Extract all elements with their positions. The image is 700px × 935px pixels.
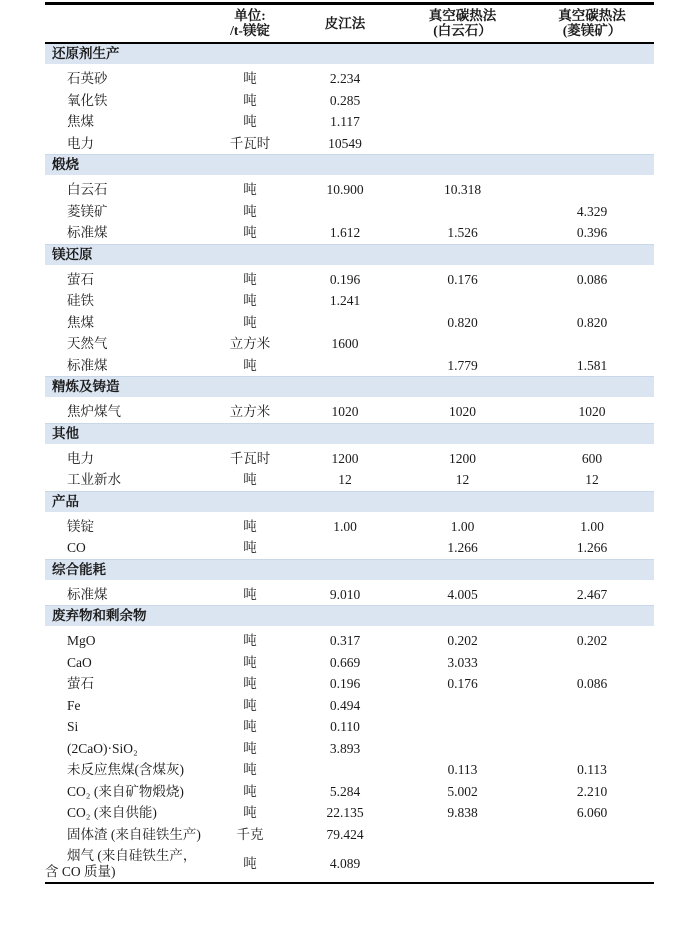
- section-header-row: [45, 559, 654, 580]
- row-label: Fe: [67, 697, 81, 713]
- value-vacuum-magnesite: [530, 90, 654, 112]
- value-vacuum-magnesite: 1020: [578, 404, 606, 419]
- table-row: [45, 824, 654, 846]
- value-pidgeon: 0.494: [329, 697, 361, 713]
- value-vacuum-magnesite: 12: [585, 472, 599, 487]
- value-vacuum-dolomite: 9.838: [447, 805, 478, 820]
- value-vacuum-magnesite: [530, 290, 654, 312]
- row-label: CO: [67, 540, 86, 555]
- row-unit: 吨: [243, 586, 257, 602]
- row-unit: 立方米: [229, 336, 271, 351]
- row-unit: 吨: [243, 225, 257, 240]
- value-pidgeon: [295, 759, 395, 781]
- row-label: 硅铁: [67, 293, 94, 308]
- value-vacuum-dolomite: 0.820: [447, 314, 478, 330]
- header-row: [45, 4, 654, 44]
- section-header-row: [45, 244, 654, 265]
- header-method-vacuum-dolomite-line2: (白云石）: [433, 23, 492, 38]
- row-label: 标准煤: [67, 586, 108, 602]
- value-pidgeon: [295, 537, 395, 559]
- section-title: 产品: [45, 491, 654, 512]
- section-title: 综合能耗: [45, 559, 654, 580]
- value-pidgeon: 4.089: [329, 855, 361, 871]
- value-vacuum-dolomite: [395, 845, 530, 883]
- value-pidgeon: 0.196: [329, 676, 361, 691]
- table-body: [45, 43, 654, 883]
- table-row: [45, 802, 654, 824]
- value-vacuum-dolomite: 1200: [449, 450, 476, 466]
- value-vacuum-dolomite: [395, 716, 530, 738]
- header-method-vacuum-magnesite-line2: (菱镁矿）: [562, 23, 622, 38]
- value-pidgeon: 0.669: [329, 654, 361, 670]
- section-header-row: [45, 606, 654, 627]
- table-row: [45, 111, 654, 133]
- value-vacuum-dolomite: 1.266: [447, 540, 478, 555]
- row-label: CaO: [67, 654, 92, 670]
- row-unit: 千瓦时: [229, 135, 271, 151]
- value-pidgeon: 0.196: [329, 271, 361, 287]
- row-unit: 吨: [243, 271, 257, 287]
- row-label: 焦炉煤气: [67, 404, 121, 419]
- value-pidgeon: 22.135: [326, 805, 364, 820]
- table-row: [45, 695, 654, 717]
- row-label: 固体渣 (来自硅铁生产): [67, 826, 201, 842]
- value-vacuum-magnesite: [530, 64, 654, 90]
- section-title: 其他: [45, 423, 654, 444]
- value-vacuum-dolomite: 3.033: [447, 654, 478, 670]
- value-vacuum-dolomite: [395, 201, 530, 223]
- section-header-row: [45, 423, 654, 444]
- row-label: CO₂ (来自供能): [67, 805, 157, 820]
- value-pidgeon: 9.010: [329, 586, 361, 602]
- value-vacuum-dolomite: 0.113: [447, 762, 478, 777]
- row-unit: 吨: [243, 762, 257, 777]
- row-label: 氧化铁: [67, 92, 108, 108]
- value-pidgeon: 2.234: [329, 71, 361, 86]
- table-row: [45, 133, 654, 155]
- section-title: 镁还原: [45, 244, 654, 265]
- value-vacuum-dolomite: 1.00: [450, 518, 475, 534]
- section-header-row: [45, 43, 654, 64]
- table-row: [45, 580, 654, 606]
- row-label: 未反应焦煤(含煤灰): [67, 762, 184, 777]
- row-unit: 吨: [243, 71, 257, 86]
- value-vacuum-magnesite: [530, 111, 654, 133]
- row-label: 镁锭: [67, 518, 94, 534]
- value-vacuum-magnesite: 0.202: [576, 633, 608, 648]
- value-vacuum-dolomite: 1.779: [447, 357, 478, 373]
- value-vacuum-dolomite: 0.202: [447, 633, 478, 648]
- row-unit: 吨: [243, 314, 257, 330]
- header-method-vacuum-magnesite: [530, 4, 654, 44]
- row-unit: 吨: [243, 540, 257, 555]
- header-method-pidgeon: 皮江法: [295, 4, 395, 44]
- row-unit: 吨: [243, 855, 257, 871]
- table-row: [45, 444, 654, 470]
- table-row: [45, 312, 654, 334]
- value-vacuum-dolomite: [395, 333, 530, 355]
- value-pidgeon: [295, 312, 395, 334]
- header-method-vacuum-dolomite: [395, 4, 530, 44]
- value-vacuum-magnesite: 0.396: [576, 225, 608, 240]
- table-row: [45, 333, 654, 355]
- value-vacuum-magnesite: [530, 133, 654, 155]
- section-header-row: [45, 155, 654, 176]
- value-pidgeon: 10549: [328, 135, 362, 151]
- value-pidgeon: 0.285: [329, 92, 361, 108]
- row-unit: 立方米: [229, 404, 271, 419]
- header-method-vacuum-dolomite-line1: 真空碳热法: [428, 8, 497, 23]
- value-vacuum-magnesite: 1.266: [576, 540, 608, 555]
- value-pidgeon: 1020: [331, 404, 359, 419]
- row-unit: 吨: [243, 633, 257, 648]
- value-pidgeon: 1600: [331, 336, 359, 351]
- value-vacuum-magnesite: 1.581: [576, 357, 608, 373]
- value-vacuum-magnesite: 4.329: [576, 203, 608, 219]
- table-row: [45, 626, 654, 652]
- row-unit: 吨: [243, 92, 257, 108]
- value-pidgeon: 1.241: [329, 293, 361, 308]
- value-vacuum-magnesite: [530, 695, 654, 717]
- value-pidgeon: 0.317: [329, 633, 361, 648]
- table-row: [45, 512, 654, 538]
- row-unit: 吨: [243, 697, 257, 713]
- table-row: [45, 537, 654, 559]
- row-unit: 吨: [243, 203, 257, 219]
- table-row: [45, 652, 654, 674]
- value-vacuum-dolomite: [395, 111, 530, 133]
- row-unit: 吨: [243, 740, 257, 756]
- row-label: 工业新水: [67, 472, 121, 487]
- row-unit: 吨: [243, 182, 257, 197]
- row-unit: 吨: [243, 293, 257, 308]
- row-unit: 千瓦时: [229, 450, 271, 466]
- row-label: 焦煤: [67, 114, 94, 129]
- section-title: 还原剂生产: [45, 43, 654, 64]
- value-vacuum-magnesite: 6.060: [576, 805, 608, 820]
- table-row: [45, 781, 654, 803]
- header-method-vacuum-magnesite-line1: 真空碳热法: [558, 8, 626, 23]
- table-row: [45, 759, 654, 781]
- value-vacuum-magnesite: [530, 716, 654, 738]
- section-title: 精炼及铸造: [45, 377, 654, 398]
- value-vacuum-magnesite: [530, 845, 654, 883]
- value-vacuum-dolomite: [395, 64, 530, 90]
- row-unit: 吨: [243, 518, 257, 534]
- value-vacuum-magnesite: 0.820: [576, 314, 608, 330]
- value-pidgeon: 79.424: [326, 826, 364, 842]
- value-vacuum-dolomite: 0.176: [447, 676, 478, 691]
- table-row: [45, 355, 654, 377]
- table-row: [45, 397, 654, 423]
- lca-inventory-table: [45, 2, 654, 884]
- table-row: [45, 673, 654, 695]
- value-vacuum-magnesite: 2.210: [576, 783, 608, 799]
- value-vacuum-magnesite: 1.00: [580, 518, 604, 534]
- value-pidgeon: 0.110: [330, 719, 360, 734]
- process-comparison-table: [45, 2, 654, 884]
- row-unit: 吨: [243, 472, 257, 487]
- row-label: 焦煤: [67, 314, 94, 330]
- row-unit: 吨: [243, 676, 257, 691]
- value-pidgeon: [295, 201, 395, 223]
- value-vacuum-magnesite: 0.086: [576, 676, 608, 691]
- row-unit: 吨: [243, 783, 257, 799]
- value-vacuum-dolomite: [395, 695, 530, 717]
- row-label: 萤石: [67, 676, 94, 691]
- table-row: [45, 265, 654, 291]
- table-row: [45, 290, 654, 312]
- value-vacuum-magnesite: 0.113: [577, 762, 607, 777]
- header-unit-line1: 单位:: [234, 8, 266, 23]
- value-vacuum-magnesite: [530, 824, 654, 846]
- table-row: [45, 716, 654, 738]
- table-row: [45, 201, 654, 223]
- value-vacuum-magnesite: 600: [581, 450, 603, 466]
- value-pidgeon: 1.612: [329, 225, 361, 240]
- row-unit: 吨: [243, 114, 257, 129]
- row-label: 电力: [67, 135, 94, 151]
- row-label: 菱镁矿: [67, 203, 108, 219]
- value-vacuum-magnesite: [530, 333, 654, 355]
- row-unit: 吨: [243, 805, 257, 820]
- row-unit: 吨: [243, 719, 257, 734]
- value-vacuum-magnesite: [530, 652, 654, 674]
- row-label: (2CaO)·SiO₂: [67, 740, 138, 756]
- table-row: [45, 845, 654, 883]
- row-label: 石英砂: [67, 71, 108, 86]
- row-label: MgO: [67, 633, 96, 648]
- value-vacuum-magnesite: [530, 175, 654, 201]
- table-row: [45, 469, 654, 491]
- value-vacuum-magnesite: 0.086: [576, 271, 608, 287]
- value-pidgeon: 12: [338, 472, 352, 487]
- row-label: 标准煤: [67, 357, 108, 373]
- row-unit: 吨: [243, 654, 257, 670]
- value-pidgeon: 1.117: [330, 114, 360, 129]
- value-vacuum-dolomite: [395, 824, 530, 846]
- value-vacuum-dolomite: [395, 90, 530, 112]
- value-vacuum-dolomite: 12: [455, 472, 470, 487]
- row-label: CO₂ (来自矿物煅烧): [67, 783, 184, 799]
- section-title: 煅烧: [45, 155, 654, 176]
- value-vacuum-dolomite: 1020: [449, 404, 476, 419]
- row-label: 天然气: [67, 336, 108, 351]
- row-unit: 吨: [243, 357, 257, 373]
- value-vacuum-dolomite: [395, 133, 530, 155]
- value-pidgeon: 3.893: [329, 740, 361, 756]
- row-label: 白云石: [67, 182, 108, 197]
- table-row: [45, 90, 654, 112]
- section-title: 废弃物和剩余物: [45, 606, 654, 627]
- table-header: [45, 4, 654, 44]
- value-vacuum-magnesite: 2.467: [576, 586, 608, 602]
- value-vacuum-dolomite: [395, 738, 530, 760]
- value-vacuum-dolomite: [395, 290, 530, 312]
- value-pidgeon: [295, 355, 395, 377]
- value-pidgeon: 1.00: [333, 518, 357, 534]
- row-label: Si: [67, 719, 79, 734]
- row-unit: 千克: [236, 826, 264, 842]
- value-pidgeon: 10.900: [326, 182, 364, 197]
- header-label-column: [45, 4, 205, 44]
- value-vacuum-magnesite: [530, 738, 654, 760]
- section-header-row: [45, 377, 654, 398]
- value-vacuum-dolomite: 10.318: [443, 182, 482, 197]
- table-row: [45, 175, 654, 201]
- value-vacuum-dolomite: 0.176: [447, 271, 478, 287]
- row-label: 标准煤: [67, 225, 108, 240]
- value-vacuum-dolomite: 5.002: [447, 783, 478, 799]
- header-unit-line2: /t-镁锭: [230, 23, 270, 38]
- header-unit: [205, 4, 295, 44]
- row-label: 烟气 (来自硅铁生产，含 CO 质量): [45, 848, 197, 879]
- section-header-row: [45, 491, 654, 512]
- table-row: [45, 738, 654, 760]
- table-row: [45, 64, 654, 90]
- value-vacuum-dolomite: 4.005: [447, 586, 478, 602]
- value-vacuum-dolomite: 1.526: [447, 225, 478, 240]
- row-label: 电力: [67, 450, 94, 466]
- table-row: [45, 222, 654, 244]
- value-pidgeon: 1200: [331, 450, 359, 466]
- row-label: 萤石: [67, 271, 94, 287]
- value-pidgeon: 5.284: [329, 783, 361, 799]
